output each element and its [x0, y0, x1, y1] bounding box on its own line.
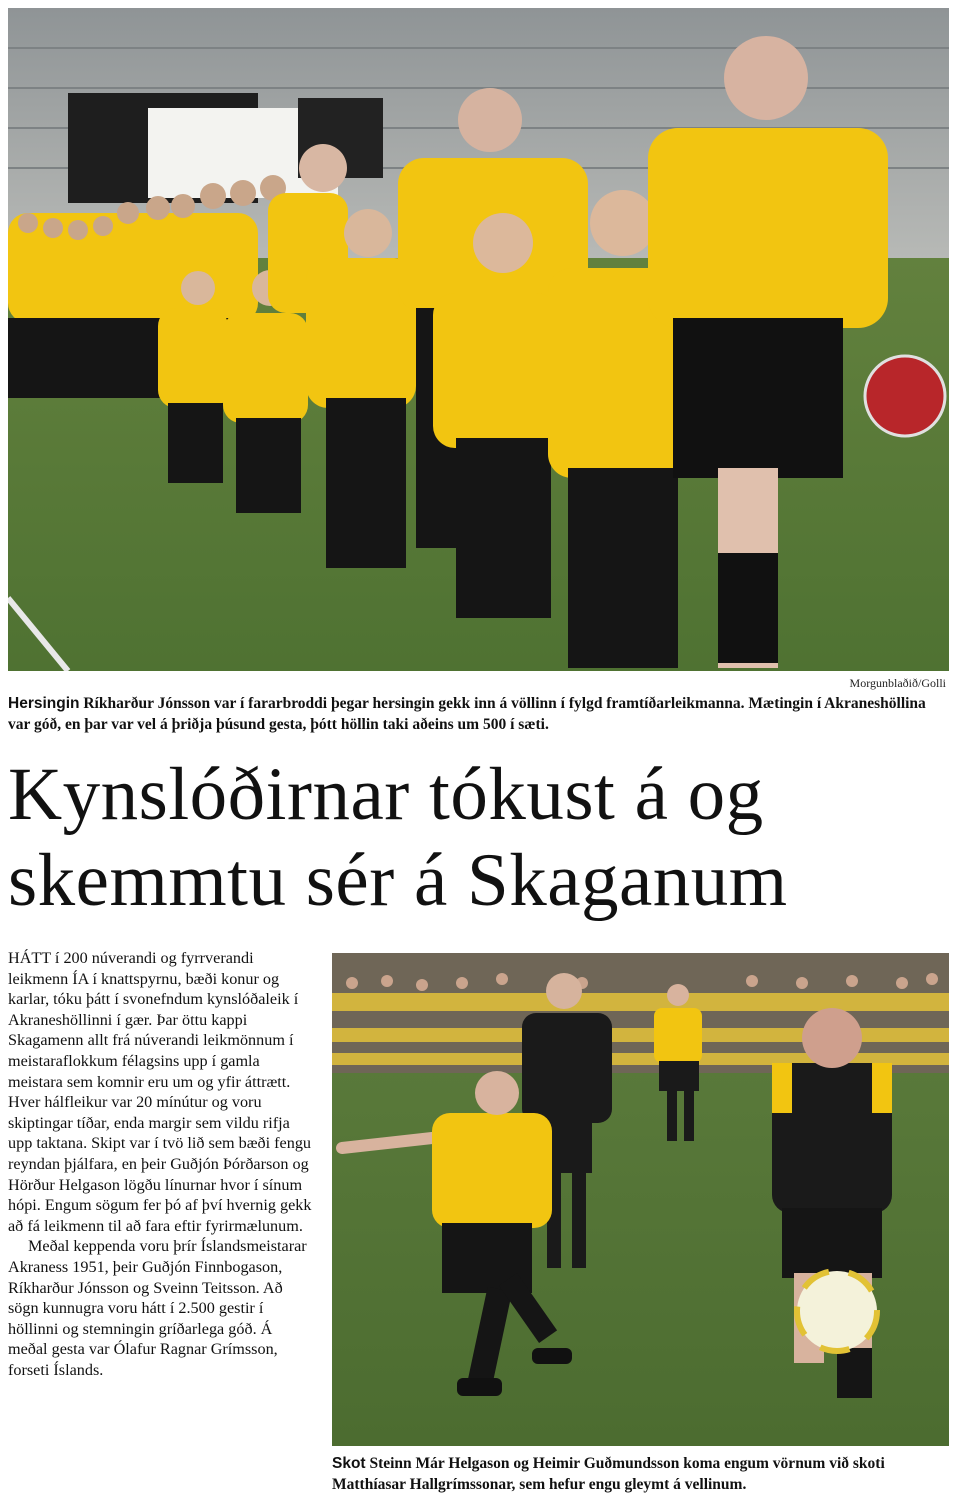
caption-text: Steinn Már Helgason og Heimir Guðmundsson koma engum vörnum við skoti Matthíasar Hallgrímssonar, sem hefur engu gleymt á vellinum.: [332, 1455, 885, 1493]
article-body: [8, 948, 312, 1380]
article-paragraph: Meðal keppenda voru þrír Íslandsmeistarar Akraness 1951, þeir Guðjón Finnbogason, Ríkharður Jónsson og Sveinn Teitsson. Að sögn kunnugra voru hátt í 2.500 gestir í höllinni og stemningin gríðarlega góð. Á meðal gesta var Ólafur Ragnar Grímsson, forseti Íslands.: [8, 1237, 307, 1379]
photo-caption-bottom: [332, 1453, 952, 1495]
photo-credit: Morgunblaðið/Golli: [849, 676, 946, 690]
article-paragraph: HÁTT í 200 núverandi og fyrrverandi leikmenn ÍA í knattspyrnu, bæði konur og karlar, tóku þátt í svonefndum kynslóðaleik í Akraneshöllinni í gær. Þar öttu kappi Skagamenn allt frá núverandi leikmönnum í meistaraflokkum félagsins upp í gamla meistara sem komnir eru um og yfir áttrætt. Hver hálfleikur var 20 mínútur og voru skiptingar tíðar, enda margir sem vildu rifja upp taktana. Skipt var í tvö lið sem bæði fengu reyndan þjálfara, en þeir Guðjón Þórðarson og Hörður Helgason lögðu línurnar hvor í sínum hópi. Engum sögum fer þó af því hvernig gekk að fá leikmenn til að fara eftir fyrirmælunum.: [8, 949, 312, 1235]
caption-text: Ríkharður Jónsson var í fararbroddi þegar hersingin gekk inn á völlinn í fylgd framtíðarleikmanna. Mætingin í Akraneshöllina var góð, en þar var vel á þriðja þúsund gesta, þótt höllin taki aðeins um 500 í sæti.: [8, 695, 926, 733]
headline-line-1: Kynslóðirnar tókust á og: [8, 753, 764, 836]
caption-lead: Hersingin: [8, 695, 80, 712]
caption-lead: Skot: [332, 1455, 366, 1472]
headline-line-2: skemmtu sér á Skaganum: [8, 839, 788, 922]
article-headline: [8, 752, 953, 924]
procession-photo: [8, 8, 949, 671]
match-photo: [332, 953, 949, 1446]
photo-caption-top: [8, 693, 948, 735]
